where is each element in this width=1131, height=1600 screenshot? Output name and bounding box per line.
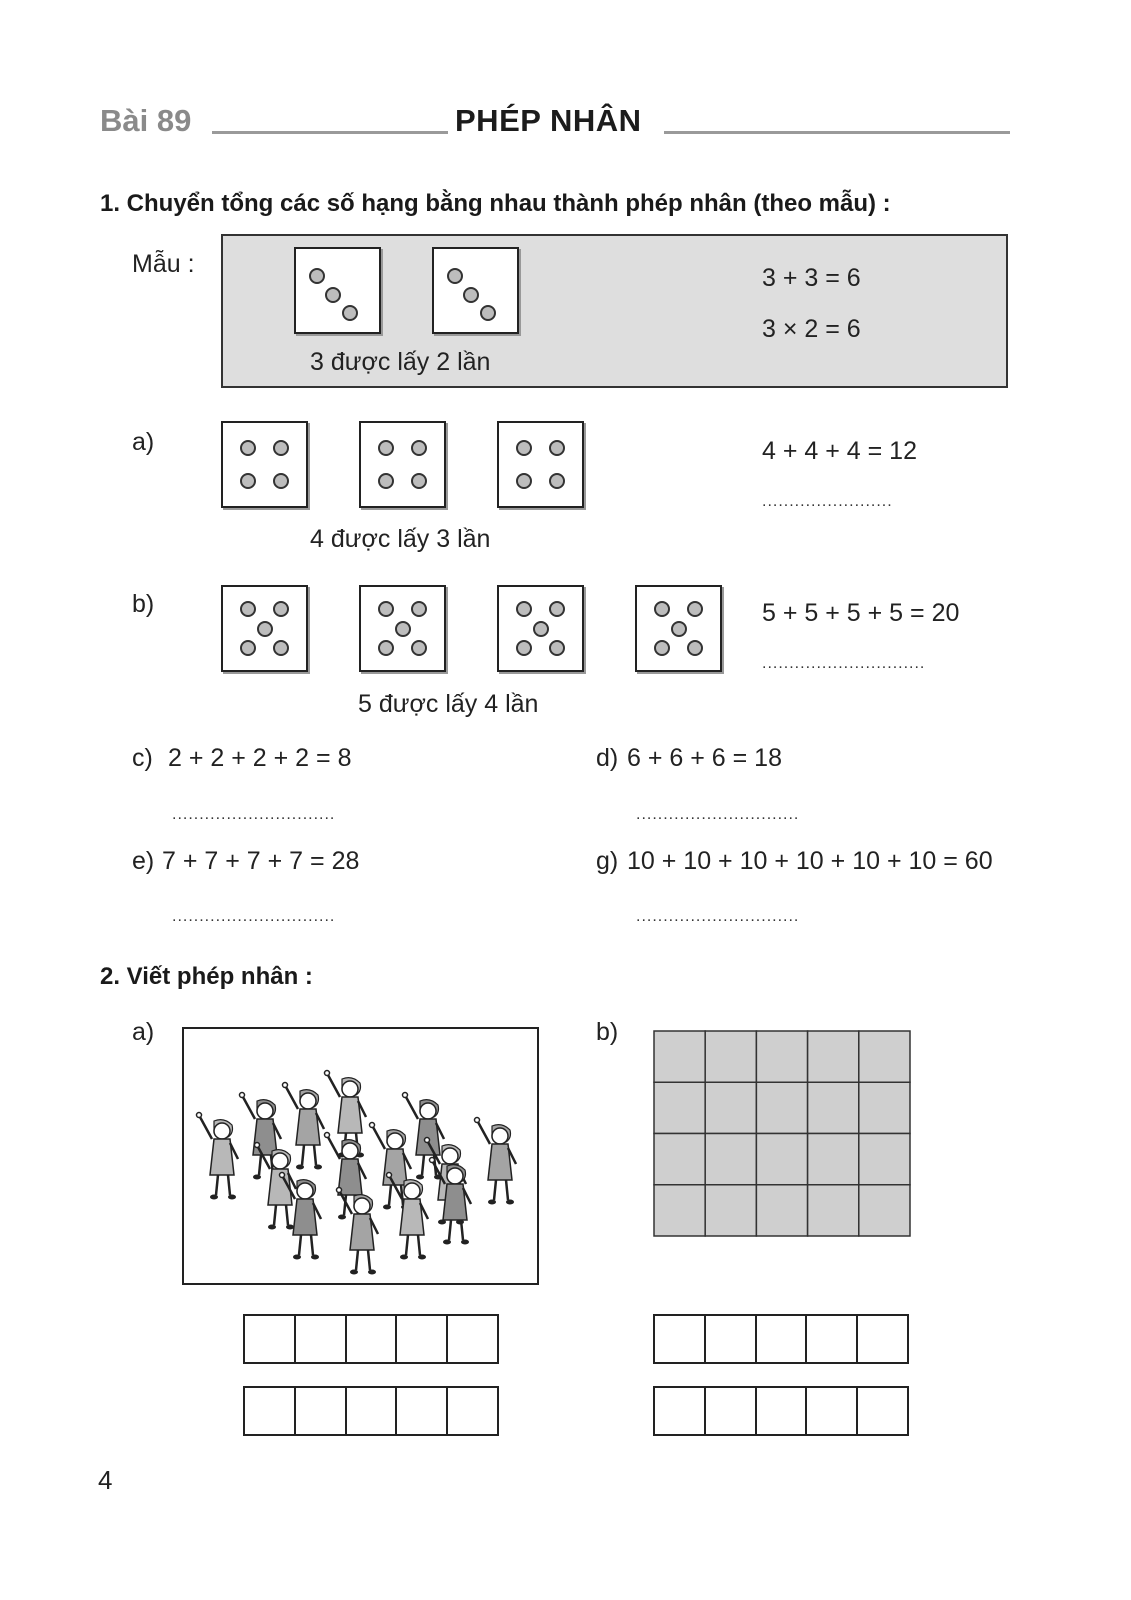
exercise-1b-caption: 5 được lấy 4 lần <box>358 690 539 718</box>
answer-cell[interactable] <box>296 1388 347 1434</box>
exercise-2b-answer-row-1[interactable] <box>653 1314 909 1364</box>
answer-cell[interactable] <box>655 1388 706 1434</box>
grid-square <box>859 1031 910 1082</box>
exercise-2a-label: a) <box>132 1018 155 1046</box>
answer-cell[interactable] <box>448 1388 497 1434</box>
dice-card <box>359 585 446 672</box>
exercise-2-title: 2. Viết phép nhân : <box>100 963 313 990</box>
answer-cell[interactable] <box>245 1388 296 1434</box>
answer-cell[interactable] <box>757 1316 808 1362</box>
exercise-1a-answer-line[interactable]: ........................ <box>762 493 893 510</box>
answer-cell[interactable] <box>296 1316 347 1362</box>
dice-dot <box>273 640 289 656</box>
dice-dot <box>463 287 479 303</box>
dice-dot <box>549 601 565 617</box>
dice-dot <box>516 440 532 456</box>
grid-square <box>859 1185 910 1236</box>
exercise-1c-label: c) <box>132 744 153 772</box>
dice-card <box>221 585 308 672</box>
dice-dot <box>654 601 670 617</box>
exercise-1d-label: d) <box>596 744 619 772</box>
exercise-1b-equation: 5 + 5 + 5 + 5 = 20 <box>762 599 960 627</box>
dice-dot <box>480 305 496 321</box>
answer-cell[interactable] <box>397 1316 448 1362</box>
grid-square <box>654 1185 705 1236</box>
answer-cell[interactable] <box>397 1388 448 1434</box>
dice-dot <box>240 440 256 456</box>
answer-cell[interactable] <box>655 1316 706 1362</box>
dice-dot <box>549 440 565 456</box>
dice-dot <box>687 601 703 617</box>
dancing-girls-illustration <box>182 1027 539 1285</box>
dice-card <box>359 421 446 508</box>
sample-sum-equation: 3 + 3 = 6 <box>762 264 861 292</box>
exercise-1b-answer-line[interactable]: .............................. <box>762 655 926 672</box>
exercise-1e-equation: 7 + 7 + 7 + 7 = 28 <box>162 847 360 875</box>
dice-dot <box>533 621 549 637</box>
exercise-1a-equation: 4 + 4 + 4 = 12 <box>762 437 917 465</box>
answer-cell[interactable] <box>245 1316 296 1362</box>
dice-dot <box>273 473 289 489</box>
dice-dot <box>447 268 463 284</box>
dice-dot <box>549 473 565 489</box>
dice-dot <box>257 621 273 637</box>
header-rule-left <box>212 131 448 134</box>
answer-cell[interactable] <box>807 1388 858 1434</box>
page-title: PHÉP NHÂN <box>455 103 642 138</box>
dice-dot <box>240 473 256 489</box>
dice-dot <box>687 640 703 656</box>
grid-square <box>808 1185 859 1236</box>
answer-cell[interactable] <box>448 1316 497 1362</box>
dice-dot <box>516 640 532 656</box>
exercise-2b-label: b) <box>596 1018 619 1046</box>
grid-square <box>808 1082 859 1133</box>
grid-square <box>859 1134 910 1185</box>
dice-dot <box>516 601 532 617</box>
answer-cell[interactable] <box>706 1388 757 1434</box>
grid-square <box>654 1031 705 1082</box>
header-rule-right <box>664 131 1010 134</box>
answer-cell[interactable] <box>347 1388 398 1434</box>
answer-cell[interactable] <box>807 1316 858 1362</box>
grid-square <box>859 1082 910 1133</box>
grid-square <box>808 1134 859 1185</box>
exercise-1a-caption: 4 được lấy 3 lần <box>310 525 491 553</box>
dice-dot <box>342 305 358 321</box>
page-number: 4 <box>98 1465 113 1495</box>
dice-dot <box>378 640 394 656</box>
exercise-2a-answer-row-1[interactable] <box>243 1314 499 1364</box>
gray-square-grid <box>653 1030 911 1237</box>
dice-dot <box>273 601 289 617</box>
dice-card <box>497 585 584 672</box>
exercise-1d-equation: 6 + 6 + 6 = 18 <box>627 744 782 772</box>
dice-dot <box>395 621 411 637</box>
exercise-1c-equation: 2 + 2 + 2 + 2 = 8 <box>168 744 352 772</box>
lesson-number: Bài 89 <box>100 103 192 138</box>
exercise-1g-answer-line[interactable]: .............................. <box>636 908 800 925</box>
dice-dot <box>549 640 565 656</box>
dice-card <box>221 421 308 508</box>
dice-dot <box>309 268 325 284</box>
exercise-1a-label: a) <box>132 428 155 456</box>
dice-card <box>294 247 381 334</box>
exercise-1c-answer-line[interactable]: .............................. <box>172 806 336 823</box>
grid-square <box>705 1031 756 1082</box>
dice-dot <box>240 640 256 656</box>
dice-dot <box>240 601 256 617</box>
exercise-2a-answer-row-2[interactable] <box>243 1386 499 1436</box>
grid-square <box>705 1134 756 1185</box>
dice-card <box>497 421 584 508</box>
exercise-1g-label: g) <box>596 847 619 875</box>
exercise-1d-answer-line[interactable]: .............................. <box>636 806 800 823</box>
grid-square <box>756 1134 807 1185</box>
dice-dot <box>411 440 427 456</box>
dice-dot <box>273 440 289 456</box>
grid-square <box>654 1134 705 1185</box>
grid-square <box>756 1185 807 1236</box>
dice-dot <box>671 621 687 637</box>
grid-square <box>808 1031 859 1082</box>
exercise-1-title: 1. Chuyển tổng các số hạng bằng nhau thành phép nhân (theo mẫu) : <box>100 190 891 217</box>
dice-dot <box>325 287 341 303</box>
grid-square <box>705 1082 756 1133</box>
dice-dot <box>378 440 394 456</box>
exercise-2b-answer-row-2[interactable] <box>653 1386 909 1436</box>
answer-cell[interactable] <box>858 1388 907 1434</box>
grid-square <box>756 1082 807 1133</box>
dice-dot <box>378 601 394 617</box>
dice-dot <box>411 601 427 617</box>
grid-square <box>705 1185 756 1236</box>
sample-label: Mẫu : <box>132 250 195 278</box>
exercise-1e-answer-line[interactable]: .............................. <box>172 908 336 925</box>
answer-cell[interactable] <box>347 1316 398 1362</box>
dice-card <box>432 247 519 334</box>
dice-dot <box>516 473 532 489</box>
dice-dot <box>654 640 670 656</box>
sample-caption: 3 được lấy 2 lần <box>310 348 491 376</box>
exercise-1g-equation: 10 + 10 + 10 + 10 + 10 + 10 = 60 <box>627 847 993 875</box>
dice-card <box>635 585 722 672</box>
grid-square <box>756 1031 807 1082</box>
answer-cell[interactable] <box>858 1316 907 1362</box>
answer-cell[interactable] <box>757 1388 808 1434</box>
dice-dot <box>411 473 427 489</box>
answer-cell[interactable] <box>706 1316 757 1362</box>
dice-dot <box>378 473 394 489</box>
grid-square <box>654 1082 705 1133</box>
exercise-1b-label: b) <box>132 590 155 618</box>
dice-dot <box>411 640 427 656</box>
exercise-1e-label: e) <box>132 847 155 875</box>
sample-multiplication-equation: 3 × 2 = 6 <box>762 315 861 343</box>
